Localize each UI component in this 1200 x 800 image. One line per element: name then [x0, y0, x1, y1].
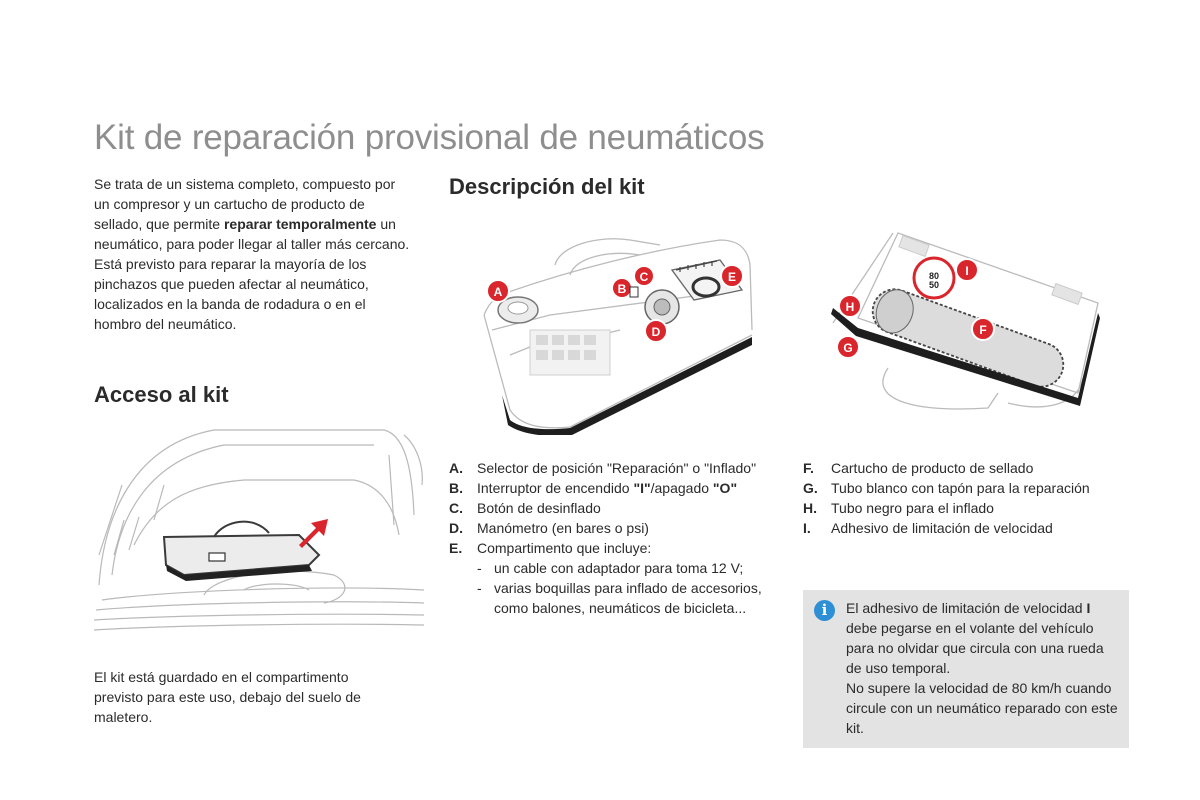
info-note-text: El adhesivo de limitación de velocidad I debe pegarse en el volante del vehículo para no olvidar que circula con una rueda de uso temporal. No supere la velocidad de 80 km/h cuando circule con un neumático reparado con este kit.: [846, 600, 1118, 736]
access-heading: Acceso al kit: [94, 382, 229, 407]
info-note: [803, 590, 1129, 748]
sub-list-item: - un cable con adaptador para toma 12 V;: [477, 560, 744, 576]
intro-text-3: Está previsto para reparar la mayoría de los pinchazos que pueden afectar al neumático, localizados en la banda de rodadura o en el hombro del neumático.: [94, 256, 369, 332]
intro-bold: reparar temporalmente: [223, 216, 377, 232]
callout-i: [956, 259, 978, 281]
list-item: G. Tubo blanco con tapón para la reparación: [803, 480, 1090, 496]
svg-text:C: C: [639, 270, 649, 284]
list-item: I. Adhesivo de limitación de velocidad: [803, 520, 1053, 536]
callout-g: [837, 336, 859, 358]
svg-text:A: A: [493, 285, 503, 299]
svg-text:E: E: [727, 270, 737, 284]
access-caption: El kit está guardado en el compartimento previsto para este uso, debajo del suelo de maletero.: [94, 669, 361, 725]
list-item: E. Compartimento que incluye: - un cable con adaptador para toma 12 V; - varias boquillas para inflado de accesorios, como balones, neumáticos de bicicleta...: [449, 538, 774, 618]
callout-f: [972, 318, 994, 340]
kit-top-view-illustration: [480, 235, 770, 435]
info-icon: i: [814, 600, 835, 621]
list-item: D. Manómetro (en bares o psi): [449, 520, 649, 536]
callout-b: [612, 278, 632, 298]
intro-text-2: un neumático, para poder llegar al taller más cercano.: [94, 216, 410, 252]
intro-text: Se trata de un sistema completo, compuesto por un compresor y un cartucho de producto de sellado, que permite: [94, 176, 396, 232]
svg-text:G: G: [843, 341, 853, 355]
description-heading: Descripción del kit: [449, 174, 645, 199]
description-list-right: [803, 458, 1143, 538]
list-item: C. Botón de desinflado: [449, 500, 601, 516]
list-item: F. Cartucho de producto de sellado: [803, 460, 1034, 476]
callout-d: [645, 320, 667, 342]
callout-h: [839, 295, 861, 317]
speed-sticker-bottom: 50: [928, 280, 940, 290]
list-item: A. Selector de posición "Reparación" o "Inflado": [449, 460, 757, 476]
list-item: H. Tubo negro para el inflado: [803, 500, 994, 516]
page-title: Kit de reparación provisional de neumáticos: [94, 118, 765, 157]
svg-text:B: B: [617, 282, 627, 296]
list-item: B. Interruptor de encendido "I"/apagado "O": [449, 480, 738, 496]
kit-bottom-view-illustration: [828, 228, 1108, 418]
callout-e: [721, 265, 743, 287]
svg-text:D: D: [651, 325, 661, 339]
description-list-left: [449, 458, 774, 618]
trunk-illustration: [94, 425, 424, 640]
callout-c: [634, 266, 654, 286]
speed-sticker-top: 80: [928, 271, 940, 281]
intro-paragraph: [94, 174, 414, 334]
callout-a: [487, 280, 509, 302]
sub-list: [477, 558, 774, 618]
svg-text:F: F: [979, 323, 987, 337]
svg-text:H: H: [845, 300, 855, 314]
sub-list-item: - varias boquillas para inflado de accesorios, como balones, neumáticos de bicicleta...: [477, 580, 762, 616]
svg-text:I: I: [965, 264, 969, 278]
